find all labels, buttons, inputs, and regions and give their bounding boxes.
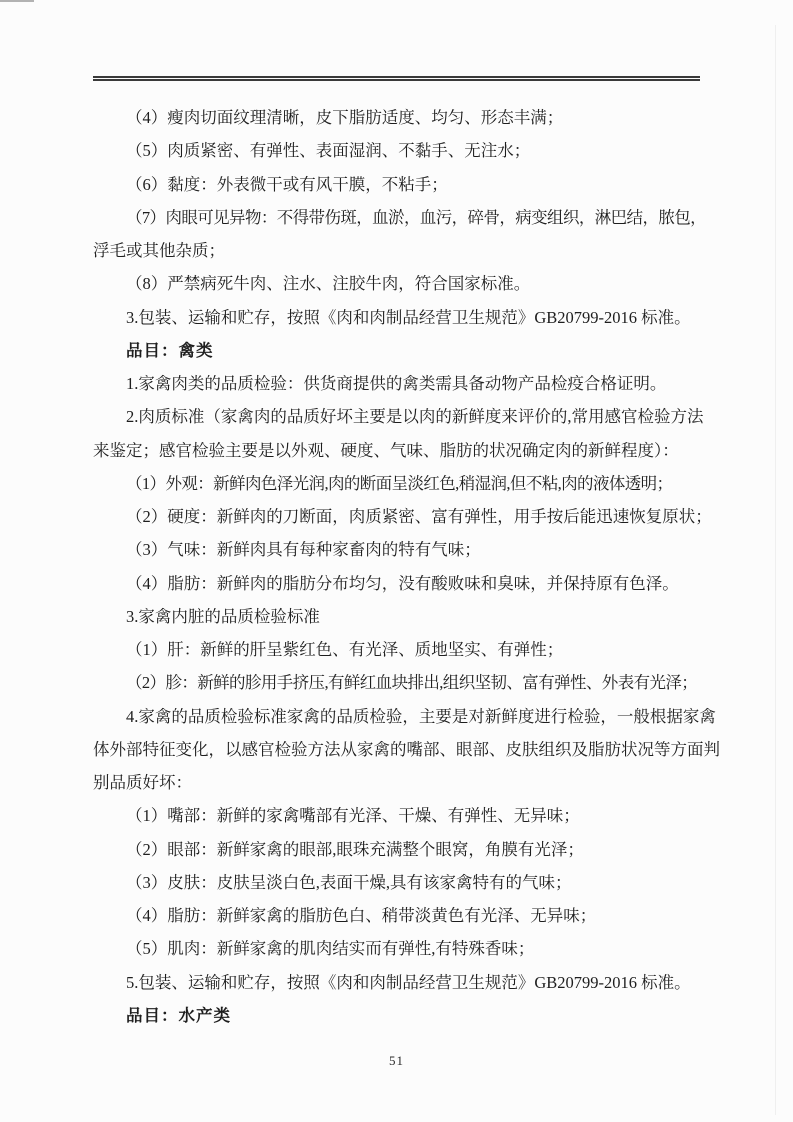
doc-line-poultry-4-2-eyes: （2）眼部：新鲜家禽的眼部,眼珠充满整个眼窝，角膜有光泽； — [126, 839, 584, 859]
doc-line-poultry-5-packaging: 5.包装、运输和贮存，按照《肉和肉制品经营卫生规范》GB20799-2016 标准。 — [126, 972, 691, 992]
doc-line-poultry-4-1-beak: （1）嘴部：新鲜的家禽嘴部有光泽、干燥、有弹性、无异味； — [126, 806, 580, 826]
doc-line-poultry-2-2-hardness: （2）硬度：新鲜肉的刀断面，肉质紧密、富有弹性，用手按后能迅速恢复原状； — [126, 507, 712, 526]
header-rule-top-bar — [93, 76, 700, 78]
doc-line-item-7-foreign-matter: （7）肉眼可见异物：不得带伤斑，血淤，血污，碎骨，病变组织，淋巴结，脓包， — [126, 207, 707, 227]
scan-artifact-top-edge — [0, 0, 34, 2]
doc-line-poultry-2-1-appearance: （1）外观：新鲜肉色泽光润,肉的断面呈淡红色,稍湿润,但不粘,肉的液体透明； — [126, 473, 673, 493]
page-number: 51 — [389, 1053, 404, 1068]
doc-line-poultry-1-inspection: 1.家禽肉类的品质检验：供货商提供的禽类需具备动物产品检疫合格证明。 — [126, 374, 667, 393]
doc-line-poultry-3-offal-standard: 3.家禽内脏的品质检验标准 — [126, 606, 320, 626]
doc-line-poultry-4-continuation-1: 体外部特征变化，以感官检验方法从家禽的嘴部、眼部、皮肤组织及脂肪状况等方面判 — [93, 739, 720, 759]
doc-line-poultry-3-1-liver: （1）肝：新鲜的肝呈紫红色、有光泽、质地坚实、有弹性； — [126, 640, 564, 659]
doc-line-poultry-2-meat-standard: 2.肉质标准（家禽肉的品质好坏主要是以肉的新鲜度来评价的,常用感官检验方法 — [126, 407, 704, 427]
doc-line-poultry-4-continuation-2: 别品质好坏： — [93, 773, 192, 792]
doc-line-item-3-packaging-beef: 3.包装、运输和贮存，按照《肉和肉制品经营卫生规范》GB20799-2016 标准。 — [126, 307, 691, 327]
doc-line-poultry-4-4-fat: （4）脂肪：新鲜家禽的脂肪色白、稍带淡黄色有光泽、无异味； — [126, 906, 597, 925]
doc-line-poultry-4-5-muscle: （5）肌肉：新鲜家禽的肌肉结实而有弹性,有特殊香味； — [126, 939, 535, 959]
scan-artifact-right-edge — [775, 25, 776, 1115]
doc-line-poultry-2-4-fat: （4）脂肪：新鲜肉的脂肪分布均匀，没有酸败味和臭味，并保持原有色泽。 — [126, 573, 679, 593]
doc-line-poultry-2-3-smell: （3）气味：新鲜肉具有每种家畜肉的特有气味； — [126, 540, 481, 560]
section-heading-poultry: 品目：禽类 — [126, 340, 214, 360]
doc-line-item-8-forbidden-beef: （8）严禁病死牛肉、注水、注胶牛肉，符合国家标准。 — [126, 274, 531, 294]
doc-line-poultry-4-3-skin: （3）皮肤：皮肤呈淡白色,表面干燥,具有该家禽特有的气味； — [126, 872, 572, 892]
doc-line-item-5-texture: （5）肉质紧密、有弹性、表面湿润、不黏手、无注水； — [126, 141, 531, 161]
document-body — [93, 101, 720, 1032]
doc-line-poultry-2-continuation: 来鉴定；感官检验主要是以外观、硬度、气味、脂肪的状况确定肉的新鲜程度）： — [93, 440, 679, 460]
doc-line-item-7-continuation: 浮毛或其他杂质； — [93, 241, 225, 260]
doc-line-item-4-lean-meat: （4）瘦肉切面纹理清晰，皮下脂肪适度、均匀、形态丰满； — [126, 108, 564, 127]
doc-line-item-6-stickiness: （6）黏度：外表微干或有风干膜，不粘手； — [126, 174, 448, 194]
header-rule-bottom-bar — [93, 79, 700, 81]
doc-line-poultry-4-standard: 4.家禽的品质检验标准家禽的品质检验，主要是对新鲜度进行检验，一般根据家禽 — [126, 706, 716, 726]
header-double-rule — [93, 76, 700, 81]
doc-line-poultry-3-2-gizzard: （2）胗：新鲜的胗用手挤压,有鲜红血块排出,组织坚韧、富有弹性、外表有光泽； — [126, 673, 698, 693]
section-heading-aquatic: 品目：水产类 — [126, 1005, 231, 1025]
